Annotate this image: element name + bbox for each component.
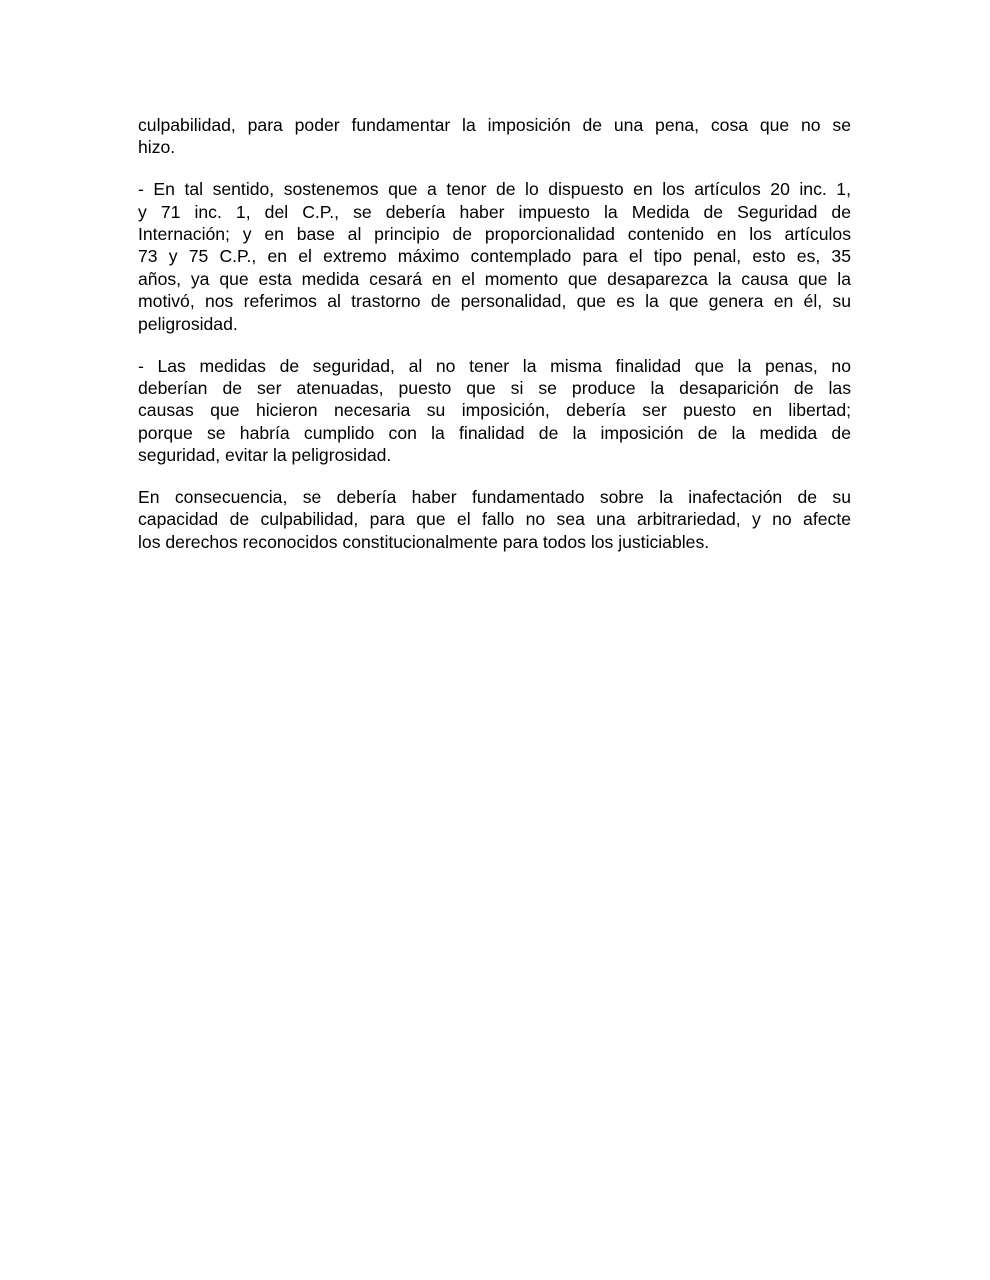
- text-line: En consecuencia, se debería haber fundamentado sobre la inafectación de su: [138, 486, 851, 507]
- text-line: años, ya que esta medida cesará en el momento que desaparezca la causa que la: [138, 268, 851, 289]
- text-line: deberían de ser atenuadas, puesto que si se produce la desaparición de las: [138, 377, 851, 398]
- document-page: [138, 114, 851, 573]
- paragraph-medida-internacion: [138, 178, 851, 335]
- paragraph-conclusion: [138, 486, 851, 553]
- paragraph-medidas-seguridad: [138, 355, 851, 467]
- text-line: peligrosidad.: [138, 313, 238, 334]
- text-line: - Las medidas de seguridad, al no tener la misma finalidad que la penas, no: [138, 355, 851, 376]
- text-line: - En tal sentido, sostenemos que a tenor de lo dispuesto en los artículos 20 inc. 1,: [138, 179, 851, 200]
- text-line: capacidad de culpabilidad, para que el fallo no sea una arbitrariedad, y no afecte: [138, 509, 851, 530]
- text-line: motivó, nos referimos al trastorno de personalidad, que es la que genera en él, su: [138, 291, 851, 312]
- text-line: hizo.: [138, 137, 176, 158]
- text-line: 73 y 75 C.P., en el extremo máximo contemplado para el tipo penal, esto es, 35: [138, 246, 851, 267]
- text-line: porque se habría cumplido con la finalidad de la imposición de la medida de: [138, 422, 851, 443]
- text-line: culpabilidad, para poder fundamentar la imposición de una pena, cosa que no se: [138, 115, 851, 135]
- text-line: Internación; y en base al principio de proporcionalidad contenido en los artículos: [138, 224, 851, 245]
- text-line: los derechos reconocidos constitucionalmente para todos los justiciables.: [138, 531, 710, 552]
- text-line: causas que hicieron necesaria su imposición, debería ser puesto en libertad;: [138, 400, 851, 421]
- paragraph-culpabilidad-continuation: [138, 114, 851, 159]
- text-line: seguridad, evitar la peligrosidad.: [138, 445, 392, 466]
- text-line: y 71 inc. 1, del C.P., se debería haber impuesto la Medida de Seguridad de: [138, 201, 851, 222]
